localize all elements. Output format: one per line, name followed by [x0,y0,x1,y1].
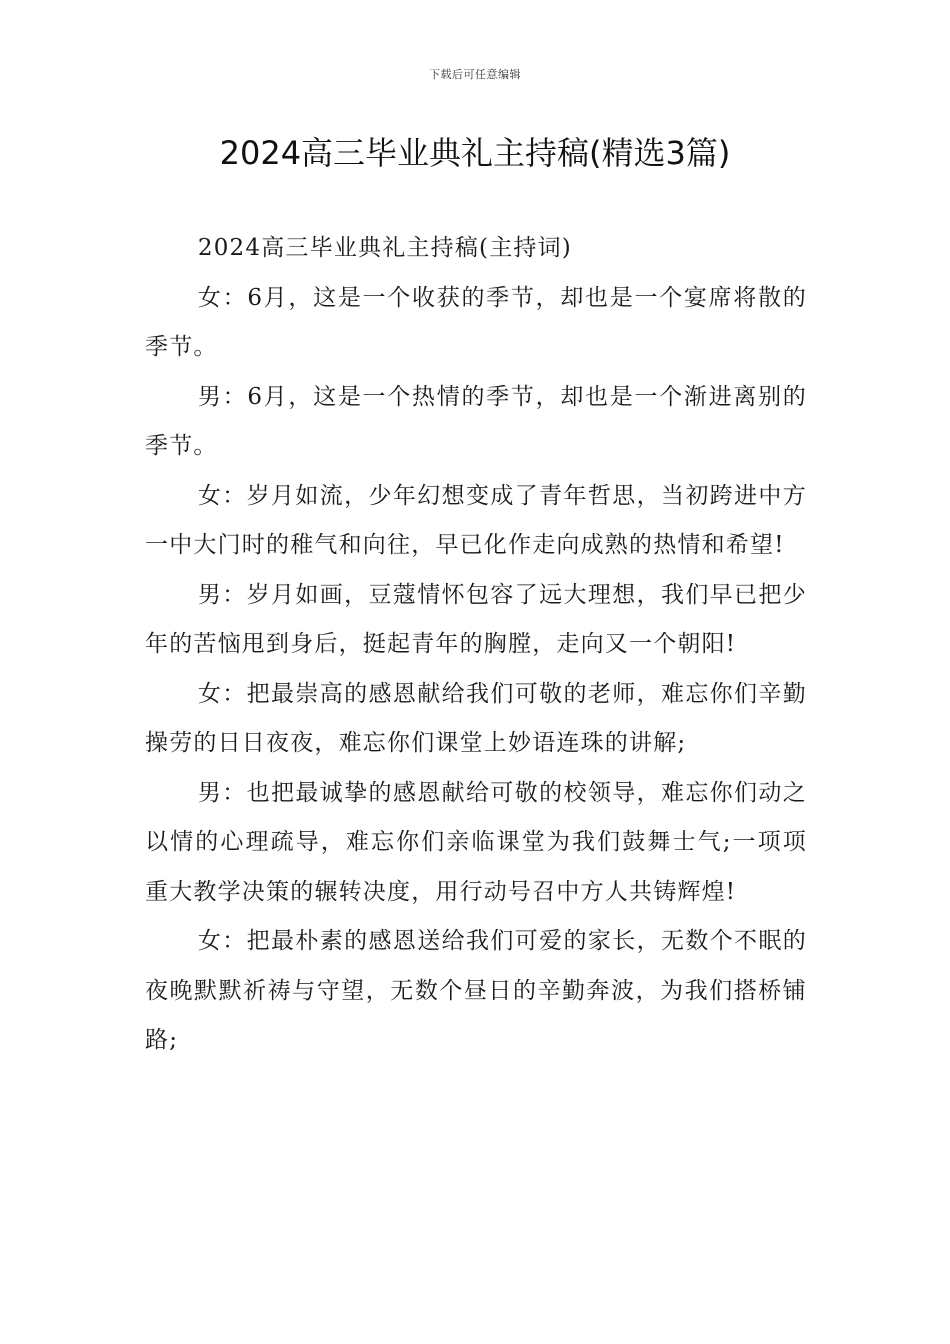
header-note: 下载后可任意编辑 [429,68,521,81]
paragraph: 女：6月，这是一个收获的季节，却也是一个宴席将散的季节。 [145,284,807,360]
paragraph: 女：把最崇高的感恩献给我们可敬的老师，难忘你们辛勤操劳的日日夜夜，难忘你们课堂上妙语连珠的讲解; [145,680,807,756]
paragraph-subtitle: 2024高三毕业典礼主持稿(主持词) [197,235,572,261]
paragraph: 女：把最朴素的感恩送给我们可爱的家长，无数个不眠的夜晚默默祈祷与守望，无数个昼日的辛勤奔波，为我们搭桥铺路; [145,928,807,1053]
paragraph: 男：岁月如画，豆蔻情怀包容了远大理想，我们早已把少年的苦恼甩到身后，挺起青年的胸膛，走向又一个朝阳! [145,581,807,657]
document-body [145,224,807,1066]
paragraph: 男：也把最诚挚的感恩献给可敬的校领导，难忘你们动之以情的心理疏导，难忘你们亲临课堂为我们鼓舞士气;一项项重大教学决策的辗转决度，用行动号召中方人共铸辉煌! [145,779,807,905]
document-title: 2024高三毕业典礼主持稿(精选3篇) [219,134,731,172]
paragraph: 女：岁月如流，少年幻想变成了青年哲思，当初跨进中方一中大门时的稚气和向往，早已化作走向成熟的热情和希望! [145,482,807,558]
paragraph: 男：6月，这是一个热情的季节，却也是一个渐进离别的季节。 [145,383,807,459]
